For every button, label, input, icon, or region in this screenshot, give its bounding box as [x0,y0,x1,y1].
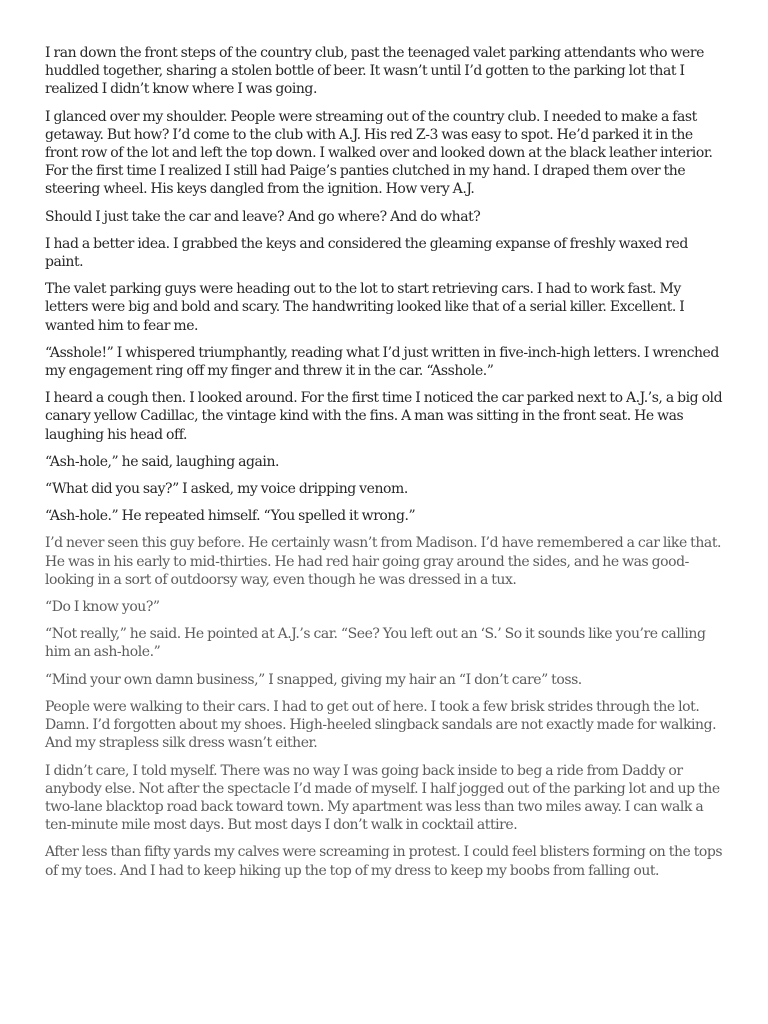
paragraph: I ran down the front steps of the country club, past the teenaged valet parking attendants who were huddled together, sharing a stolen bottle of beer. It wasn’t until I’d gotten to the parking lot that I realized I didn’t know where I was going. [45,45,704,98]
paragraph: Should I just take the car and leave? And go where? And do what? [45,208,481,225]
paragraph: “Do I know you?” [45,599,160,616]
paragraph: I glanced over my shoulder. People were streaming out of the country club. I needed to make a fast getaway. But how? I’d come to the club with A.J. His red Z-3 was easy to spot. He’d parked it in the front row of the lot and left the top down. I walked over and looked down at the black leather interior. For the first time I realized I still had Paige’s panties clutched in my hand. I draped them over the steering wheel. His keys dangled from the ignition. How very A.J. [45,108,713,198]
paragraph: The valet parking guys were heading out to the lot to start retrieving cars. I had to work fast. My letters were big and bold and scary. The handwriting looked like that of a serial killer. Excellent. I wanted him to fear me. [45,281,685,334]
paragraph: “Asshole!” I whispered triumphantly, reading what I’d just written in five-inch-high letters. I wrenched my engagement ring off my finger and threw it in the car. “Asshole.” [45,344,719,380]
paragraph: “Not really,” he said. He pointed at A.J.’s car. “See? You left out an ‘S.’ So it sounds like you’re calling him an ash-hole.” [45,626,706,661]
paragraph: “Mind your own damn business,” I snapped, giving my hair an “I don’t care” toss. [45,671,582,688]
paragraph: I’d never seen this guy before. He certainly wasn’t from Madison. I’d have remembered a car like that. He was in his early to mid-thirties. He had red hair going gray around the sides, and he was good-looking in a sort of outdoorsy way, even though he was dressed in a tux. [45,535,722,588]
paragraph: I had a better idea. I grabbed the keys and considered the gleaming expanse of freshly waxed red paint. [45,235,688,271]
paragraph: “Ash-hole.” He repeated himself. “You spelled it wrong.” [45,508,416,525]
paragraph: People were walking to their cars. I had to get out of here. I took a few brisk strides through the lot. Damn. I’d forgotten about my shoes. High-heeled slingback sandals are not exactly made for walking. And my strapless silk dress wasn’t either. [45,698,717,752]
paragraph: After less than fifty yards my calves were screaming in protest. I could feel blisters forming on the tops of my toes. And I had to keep hiking up the top of my dress to keep my boobs from falling out. [45,844,723,879]
paragraph: I heard a cough then. I looked around. For the first time I noticed the car parked next to A.J.’s, a big old canary yellow Cadillac, the vintage kind with the fins. A man was sitting in the front seat. He was laughing his head off. [45,390,723,443]
paragraph: I didn’t care, I told myself. There was no way I was going back inside to beg a ride from Daddy or anybody else. Not after the spectacle I’d made of myself. I half jogged out of the parking lot and up the two-lane blacktop road back toward town. My apartment was less than two miles away. I can walk a ten-minute mile most days. But most days I don’t walk in cocktail attire. [45,762,720,834]
paragraph: “What did you say?” I asked, my voice dripping venom. [45,481,408,498]
paragraph: “Ash-hole,” he said, laughing again. [45,453,280,470]
document-body [45,44,725,889]
